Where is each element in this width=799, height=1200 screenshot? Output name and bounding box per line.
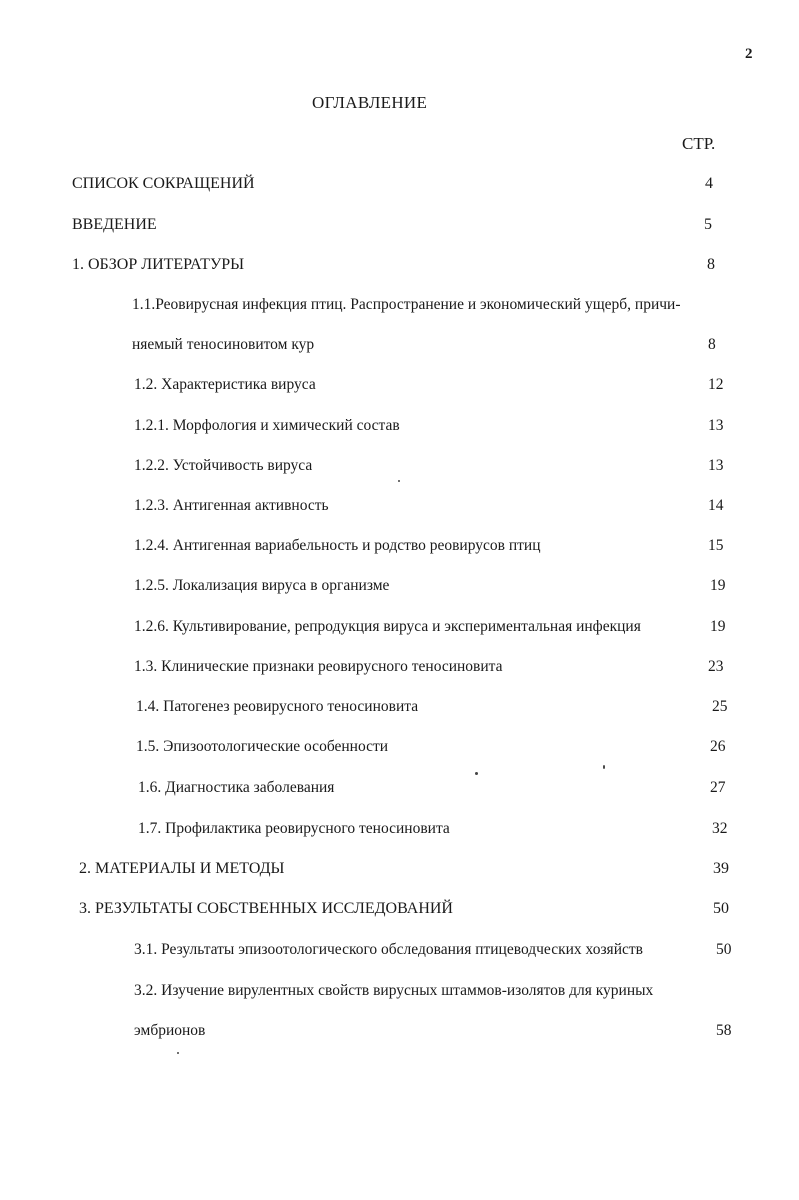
scan-speck [603, 765, 605, 769]
toc-entry-page: 4 [705, 175, 713, 192]
toc-entry-page: 23 [708, 658, 724, 675]
toc-entry-page: 14 [708, 497, 724, 514]
toc-entry-page: 12 [708, 376, 724, 393]
toc-entry-page: 32 [712, 820, 728, 837]
scan-speck [475, 772, 478, 775]
toc-entry-page: 13 [708, 457, 724, 474]
toc-entry-text: ВВЕДЕНИЕ [72, 216, 157, 233]
toc-entry-page: 26 [710, 738, 726, 755]
toc-entry-text: 1.4. Патогенез реовирусного теносиновита [136, 698, 419, 715]
toc-entry-text: 1.2.1. Морфология и химический состав [134, 417, 400, 434]
toc-entry-continuation: эмбрионов [134, 1022, 206, 1039]
toc-entry-text: 1. ОБЗОР ЛИТЕРАТУРЫ [72, 256, 245, 273]
toc-entry-text: 1.2.5. Локализация вируса в организме [134, 577, 390, 594]
toc-entry-text: 1.3. Клинические признаки реовирусного теносиновита [134, 658, 503, 675]
toc-entry-text: 1.2.3. Антигенная активность [134, 497, 329, 514]
toc-entry-page: 13 [708, 417, 724, 434]
toc-entry-text: 3.2. Изучение вирулентных свойств вирусных штаммов-изолятов для куриных [134, 982, 654, 999]
toc-entry-page: 8 [707, 256, 715, 273]
toc-entry-page: 25 [712, 698, 728, 715]
toc-entry-page: 50 [713, 900, 729, 917]
toc-entry-text: 3. РЕЗУЛЬТАТЫ СОБСТВЕННЫХ ИССЛЕДОВАНИЙ [79, 900, 453, 917]
toc-entry-text: 1.2.2. Устойчивость вируса [134, 457, 313, 474]
toc-entry-text: 1.1.Реовирусная инфекция птиц. Распространение и экономический ущерб, причи- [132, 296, 681, 313]
toc-entry-text: 1.7. Профилактика реовирусного теносиновита [138, 820, 450, 837]
toc-entry-page: 8 [708, 336, 716, 353]
toc-entry-text: 2. МАТЕРИАЛЫ И МЕТОДЫ [79, 860, 285, 877]
scan-speck [398, 480, 400, 482]
toc-entry-page: 50 [716, 941, 732, 958]
scan-speck [177, 1052, 179, 1054]
toc-entry-text: 1.5. Эпизоотологические особенности [136, 738, 389, 755]
toc-entry-page: 5 [704, 216, 712, 233]
toc-title: ОГЛАВЛЕНИЕ [312, 93, 428, 112]
toc-entry-page: 19 [710, 618, 726, 635]
toc-entry-page: 27 [710, 779, 726, 796]
page-column-header: СТР. [682, 134, 716, 153]
toc-entry-text: 1.2.4. Антигенная вариабельность и родство реовирусов птиц [134, 537, 541, 554]
toc-entry-text: 1.2. Характеристика вируса [134, 376, 316, 393]
toc-entry-text: 3.1. Результаты эпизоотологического обследования птицеводческих хозяйств [134, 941, 643, 958]
toc-entry-page: 58 [716, 1022, 732, 1039]
toc-entry-text: СПИСОК СОКРАЩЕНИЙ [72, 175, 255, 192]
toc-entry-text: 1.6. Диагностика заболевания [138, 779, 335, 796]
toc-entry-page: 19 [710, 577, 726, 594]
toc-entry-page: 15 [708, 537, 724, 554]
toc-entry-continuation: няемый теносиновитом кур [132, 336, 315, 353]
toc-entry-text: 1.2.6. Культивирование, репродукция вируса и экспериментальная инфекция [134, 618, 641, 635]
toc-entry-page: 39 [713, 860, 729, 877]
page-number: 2 [745, 46, 753, 62]
